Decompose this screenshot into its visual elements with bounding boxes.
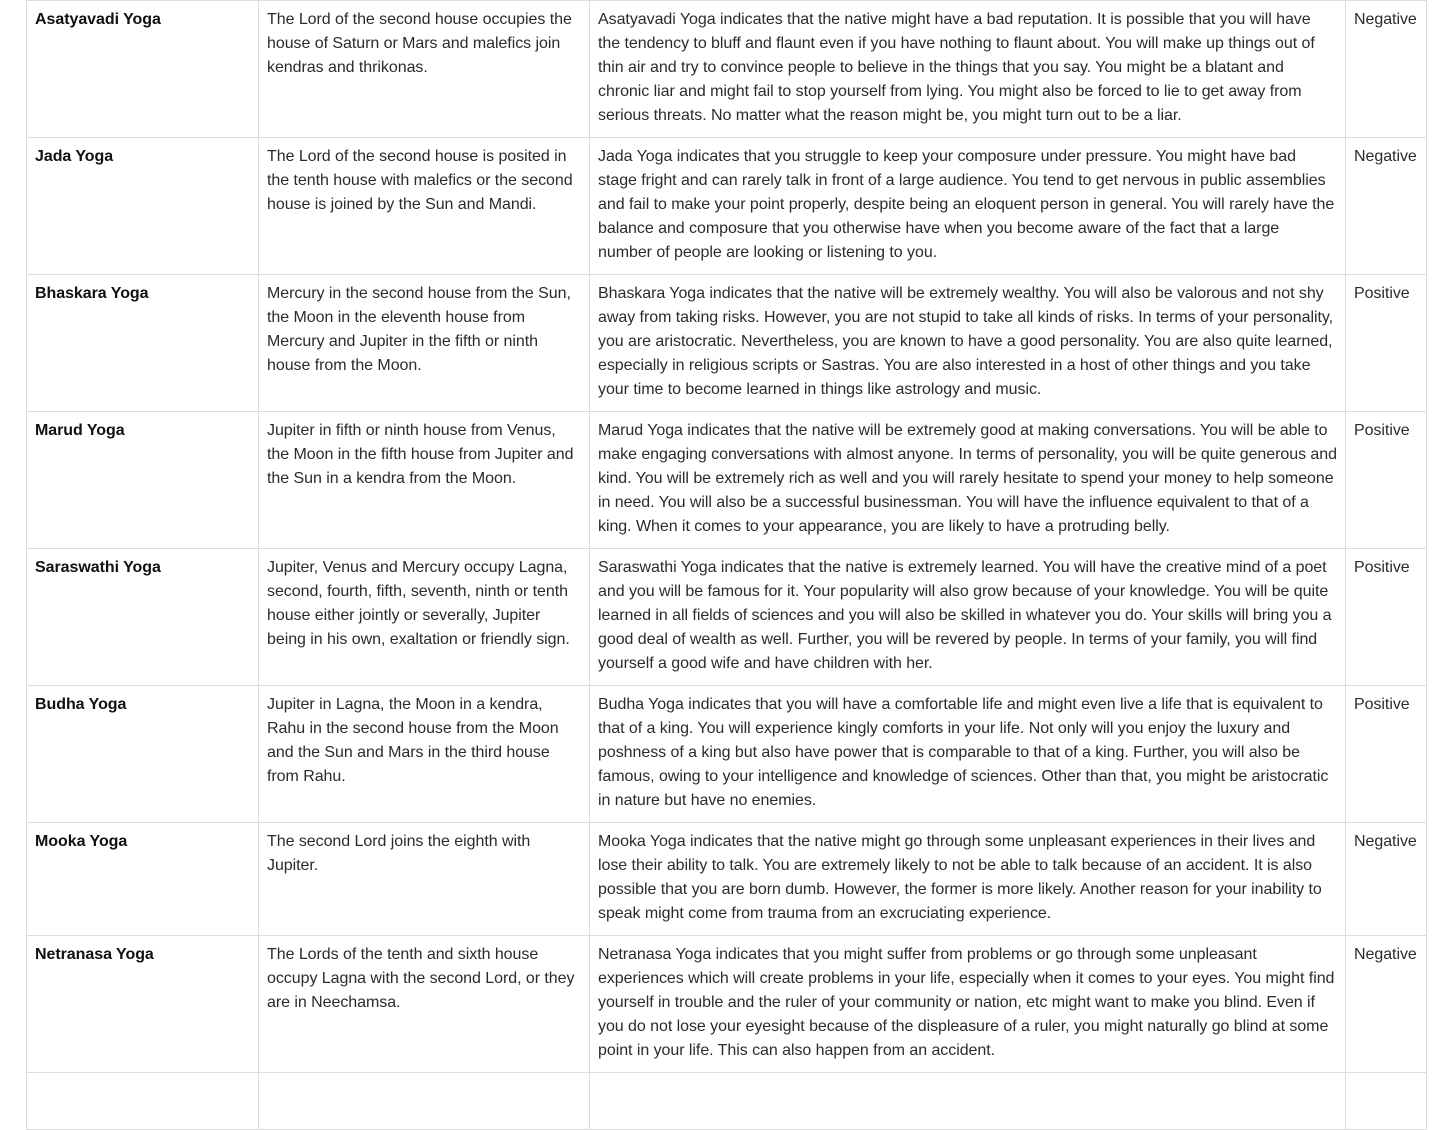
yoga-name: Bhaskara Yoga bbox=[27, 275, 259, 412]
yoga-name: Mooka Yoga bbox=[27, 823, 259, 936]
table-row-partial bbox=[27, 1073, 1427, 1130]
yoga-name: Jada Yoga bbox=[27, 138, 259, 275]
yoga-effect: Negative bbox=[1346, 138, 1427, 275]
yoga-name: Saraswathi Yoga bbox=[27, 549, 259, 686]
table-row bbox=[27, 549, 1427, 686]
yoga-description: Bhaskara Yoga indicates that the native will be extremely wealthy. You will also be valorous and not shy away from taking risks. However, you are not stupid to take all kinds of risks. In terms of your personality, you are aristocratic. Nevertheless, you are known to have a good personality. You are also quite learned, especially in religious scripts or Sastras. You are also interested in a host of other things and you take your time to become learned in things like astrology and music. bbox=[590, 275, 1346, 412]
yoga-table bbox=[26, 0, 1427, 1130]
yoga-condition: Jupiter in Lagna, the Moon in a kendra, Rahu in the second house from the Moon and the Sun and Mars in the third house from Rahu. bbox=[259, 686, 590, 823]
table-row bbox=[27, 936, 1427, 1073]
yoga-condition: Jupiter in fifth or ninth house from Venus, the Moon in the fifth house from Jupiter and the Sun in a kendra from the Moon. bbox=[259, 412, 590, 549]
yoga-description: Jada Yoga indicates that you struggle to keep your composure under pressure. You might have bad stage fright and can rarely talk in front of a large audience. You tend to get nervous in public assemblies and fail to make your point properly, despite being an eloquent person in general. You will rarely have the balance and composure that you otherwise have when you become aware of the fact that a large number of people are looking or listening to you. bbox=[590, 138, 1346, 275]
yoga-description bbox=[590, 1073, 1346, 1130]
yoga-condition: Jupiter, Venus and Mercury occupy Lagna, second, fourth, fifth, seventh, ninth or tenth house either jointly or severally, Jupiter being in his own, exaltation or friendly sign. bbox=[259, 549, 590, 686]
yoga-effect: Negative bbox=[1346, 936, 1427, 1073]
yoga-effect bbox=[1346, 1073, 1427, 1130]
yoga-name: Budha Yoga bbox=[27, 686, 259, 823]
table-row bbox=[27, 412, 1427, 549]
yoga-name bbox=[27, 1073, 259, 1130]
table-row bbox=[27, 823, 1427, 936]
yoga-effect: Negative bbox=[1346, 823, 1427, 936]
yoga-condition: The second Lord joins the eighth with Jupiter. bbox=[259, 823, 590, 936]
yoga-description: Marud Yoga indicates that the native will be extremely good at making conversations. You will be able to make engaging conversations with almost anyone. In terms of personality, you will be quite generous and kind. You will be extremely rich as well and you will rarely hesitate to spend your money to help someone in need. You will also be a successful businessman. You will have the influence equivalent to that of a king. When it comes to your appearance, you are likely to have a protruding belly. bbox=[590, 412, 1346, 549]
yoga-description: Budha Yoga indicates that you will have a comfortable life and might even live a life that is equivalent to that of a king. You will experience kingly comforts in your life. Not only will you enjoy the luxury and poshness of a king but also have power that is comparable to that of a king. Further, you will also be famous, owing to your intelligence and knowledge of sciences. Other than that, you might be aristocratic in nature but have no enemies. bbox=[590, 686, 1346, 823]
yoga-condition bbox=[259, 1073, 590, 1130]
yoga-name: Marud Yoga bbox=[27, 412, 259, 549]
yoga-effect: Positive bbox=[1346, 686, 1427, 823]
table-row bbox=[27, 138, 1427, 275]
table-row bbox=[27, 686, 1427, 823]
table-row bbox=[27, 1, 1427, 138]
yoga-name: Netranasa Yoga bbox=[27, 936, 259, 1073]
yoga-table-body bbox=[27, 1, 1427, 1130]
yoga-description: Netranasa Yoga indicates that you might suffer from problems or go through some unpleasant experiences which will create problems in your life, especially when it comes to your eyes. You might find yourself in trouble and the ruler of your community or nation, etc might want to make you blind. Even if you do not lose your eyesight because of the displeasure of a ruler, you might naturally go blind at some point in your life. This can also happen from an accident. bbox=[590, 936, 1346, 1073]
yoga-effect: Positive bbox=[1346, 275, 1427, 412]
yoga-condition: The Lord of the second house occupies the house of Saturn or Mars and malefics join kendras and thrikonas. bbox=[259, 1, 590, 138]
yoga-effect: Negative bbox=[1346, 1, 1427, 138]
yoga-effect: Positive bbox=[1346, 412, 1427, 549]
yoga-table-container bbox=[26, 0, 1426, 1130]
yoga-effect: Positive bbox=[1346, 549, 1427, 686]
yoga-condition: The Lords of the tenth and sixth house occupy Lagna with the second Lord, or they are in Neechamsa. bbox=[259, 936, 590, 1073]
table-row bbox=[27, 275, 1427, 412]
yoga-condition: Mercury in the second house from the Sun, the Moon in the eleventh house from Mercury and Jupiter in the fifth or ninth house from the Moon. bbox=[259, 275, 590, 412]
yoga-condition: The Lord of the second house is posited in the tenth house with malefics or the second house is joined by the Sun and Mandi. bbox=[259, 138, 590, 275]
yoga-description: Asatyavadi Yoga indicates that the native might have a bad reputation. It is possible that you will have the tendency to bluff and flaunt even if you have nothing to flaunt about. You will make up things out of thin air and try to convince people to believe in the things that you say. You might be a blatant and chronic liar and might fail to stop yourself from lying. You might also be forced to lie to get away from serious threats. No matter what the reason might be, you might turn out to be a liar. bbox=[590, 1, 1346, 138]
yoga-description: Saraswathi Yoga indicates that the native is extremely learned. You will have the creative mind of a poet and you will be famous for it. Your popularity will also grow because of your knowledge. You will be quite learned in all fields of sciences and you will also be skilled in whatever you do. Your skills will bring you a good deal of wealth as well. Further, you will be revered by people. In terms of your family, you will find yourself a good wife and have children with her. bbox=[590, 549, 1346, 686]
yoga-description: Mooka Yoga indicates that the native might go through some unpleasant experiences in their lives and lose their ability to talk. You are extremely likely to not be able to talk because of an accident. It is also possible that you are born dumb. However, the former is more likely. Another reason for your inability to speak might come from trauma from an excruciating experience. bbox=[590, 823, 1346, 936]
yoga-name: Asatyavadi Yoga bbox=[27, 1, 259, 138]
